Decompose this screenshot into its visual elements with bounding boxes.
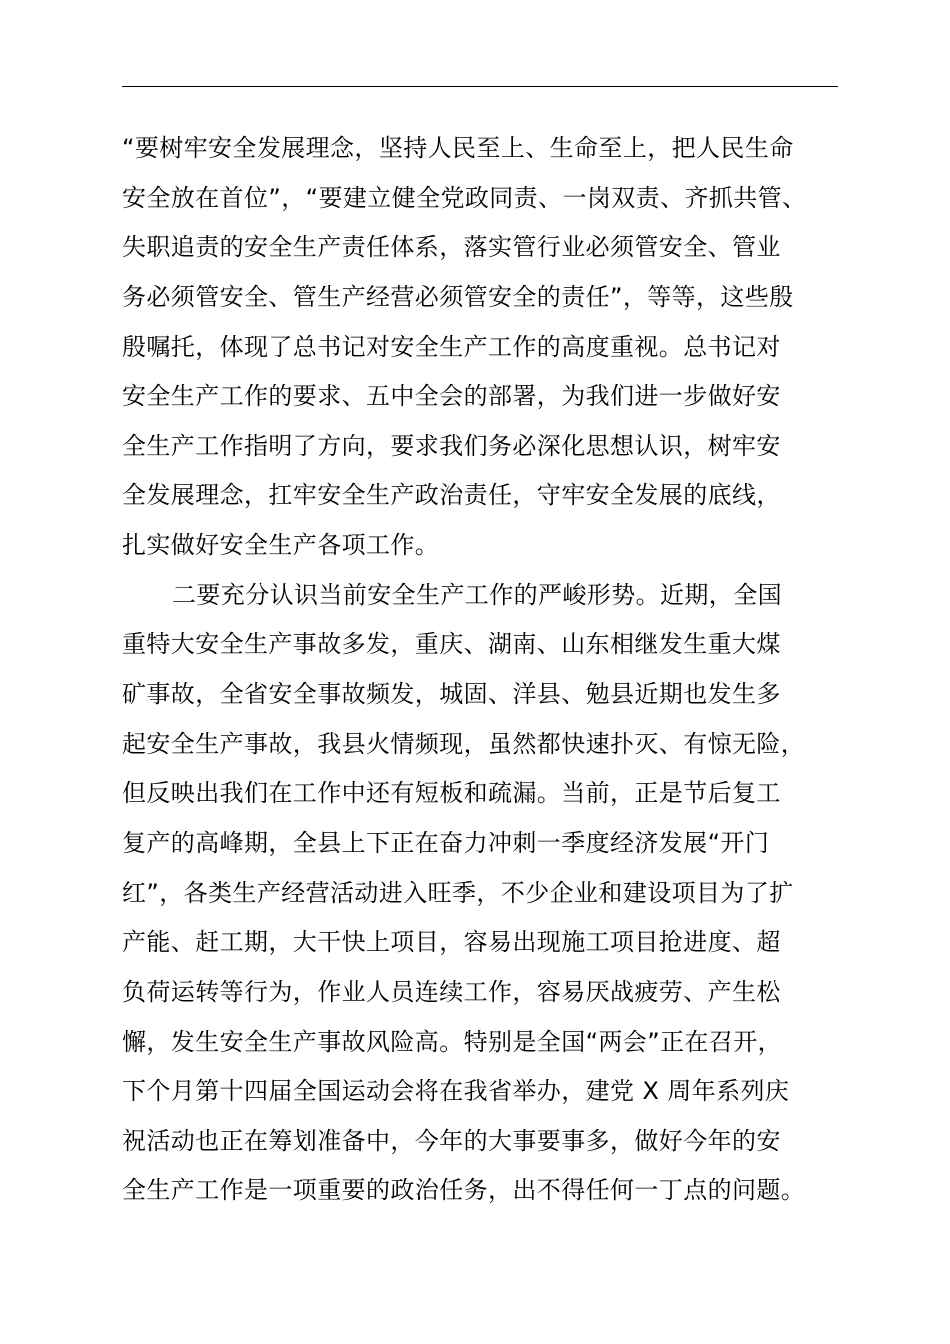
text-line: 起安全生产事故，我县火情频现，虽然都快速扑灭、有惊无险， bbox=[122, 729, 806, 758]
paragraph-first-line: 二要充分认识当前安全生产工作的严峻形势。近期，全国 bbox=[172, 580, 782, 609]
text-line: 安全放在首位”，“要建立健全党政同责、一岗双责、齐抓共管、 bbox=[122, 183, 807, 212]
text-line: “要树牢安全发展理念，坚持人民至上、生命至上，把人民生命 bbox=[122, 134, 794, 162]
text-line: 安全生产工作的要求、五中全会的部署，为我们进一步做好安 bbox=[122, 382, 781, 411]
text-line: 懈，发生安全生产事故风险高。特别是全国“两会”正在召开， bbox=[122, 1027, 783, 1056]
text-line: 务必须管安全、管生产经营必须管安全的责任”，等等，这些殷 bbox=[122, 282, 794, 311]
text-line: 祝活动也正在筹划准备中，今年的大事要事多，做好今年的安 bbox=[122, 1126, 781, 1155]
text-line: 全生产工作指明了方向，要求我们务必深化思想认识，树牢安 bbox=[122, 431, 781, 460]
text-line: 全发展理念，扛牢安全生产政治责任，守牢安全发展的底线， bbox=[122, 481, 781, 510]
text-line: 下个月第十四届全国运动会将在我省举办，建党 X 周年系列庆 bbox=[122, 1077, 790, 1106]
text-line: 殷嘱托，体现了总书记对安全生产工作的高度重视。总书记对 bbox=[122, 332, 781, 361]
text-line: 全生产工作是一项重要的政治任务，出不得任何一丁点的问题。 bbox=[122, 1176, 806, 1205]
document-body bbox=[122, 124, 852, 1216]
text-line: 但反映出我们在工作中还有短板和疏漏。当前，正是节后复工 bbox=[122, 779, 781, 808]
text-line: 红”，各类生产经营活动进入旺季，不少企业和建设项目为了扩 bbox=[122, 878, 794, 907]
text-line: 失职追责的安全生产责任体系，落实管行业必须管安全、管业 bbox=[122, 233, 781, 262]
text-line: 负荷运转等行为，作业人员连续工作，容易厌战疲劳、产生松 bbox=[122, 977, 781, 1006]
text-line: 扎实做好安全生产各项工作。 bbox=[122, 531, 440, 560]
text-line: 矿事故，全省安全事故频发，城固、洋县、勉县近期也发生多 bbox=[122, 680, 781, 709]
text-line: 复产的高峰期，全县上下正在奋力冲刺一季度经济发展“开门 bbox=[122, 828, 770, 857]
text-line: 产能、赶工期，大干快上项目，容易出现施工项目抢进度、超 bbox=[122, 928, 781, 957]
text-line: 重特大安全生产事故多发，重庆、湖南、山东相继发生重大煤 bbox=[122, 630, 781, 659]
header-rule bbox=[122, 86, 838, 87]
